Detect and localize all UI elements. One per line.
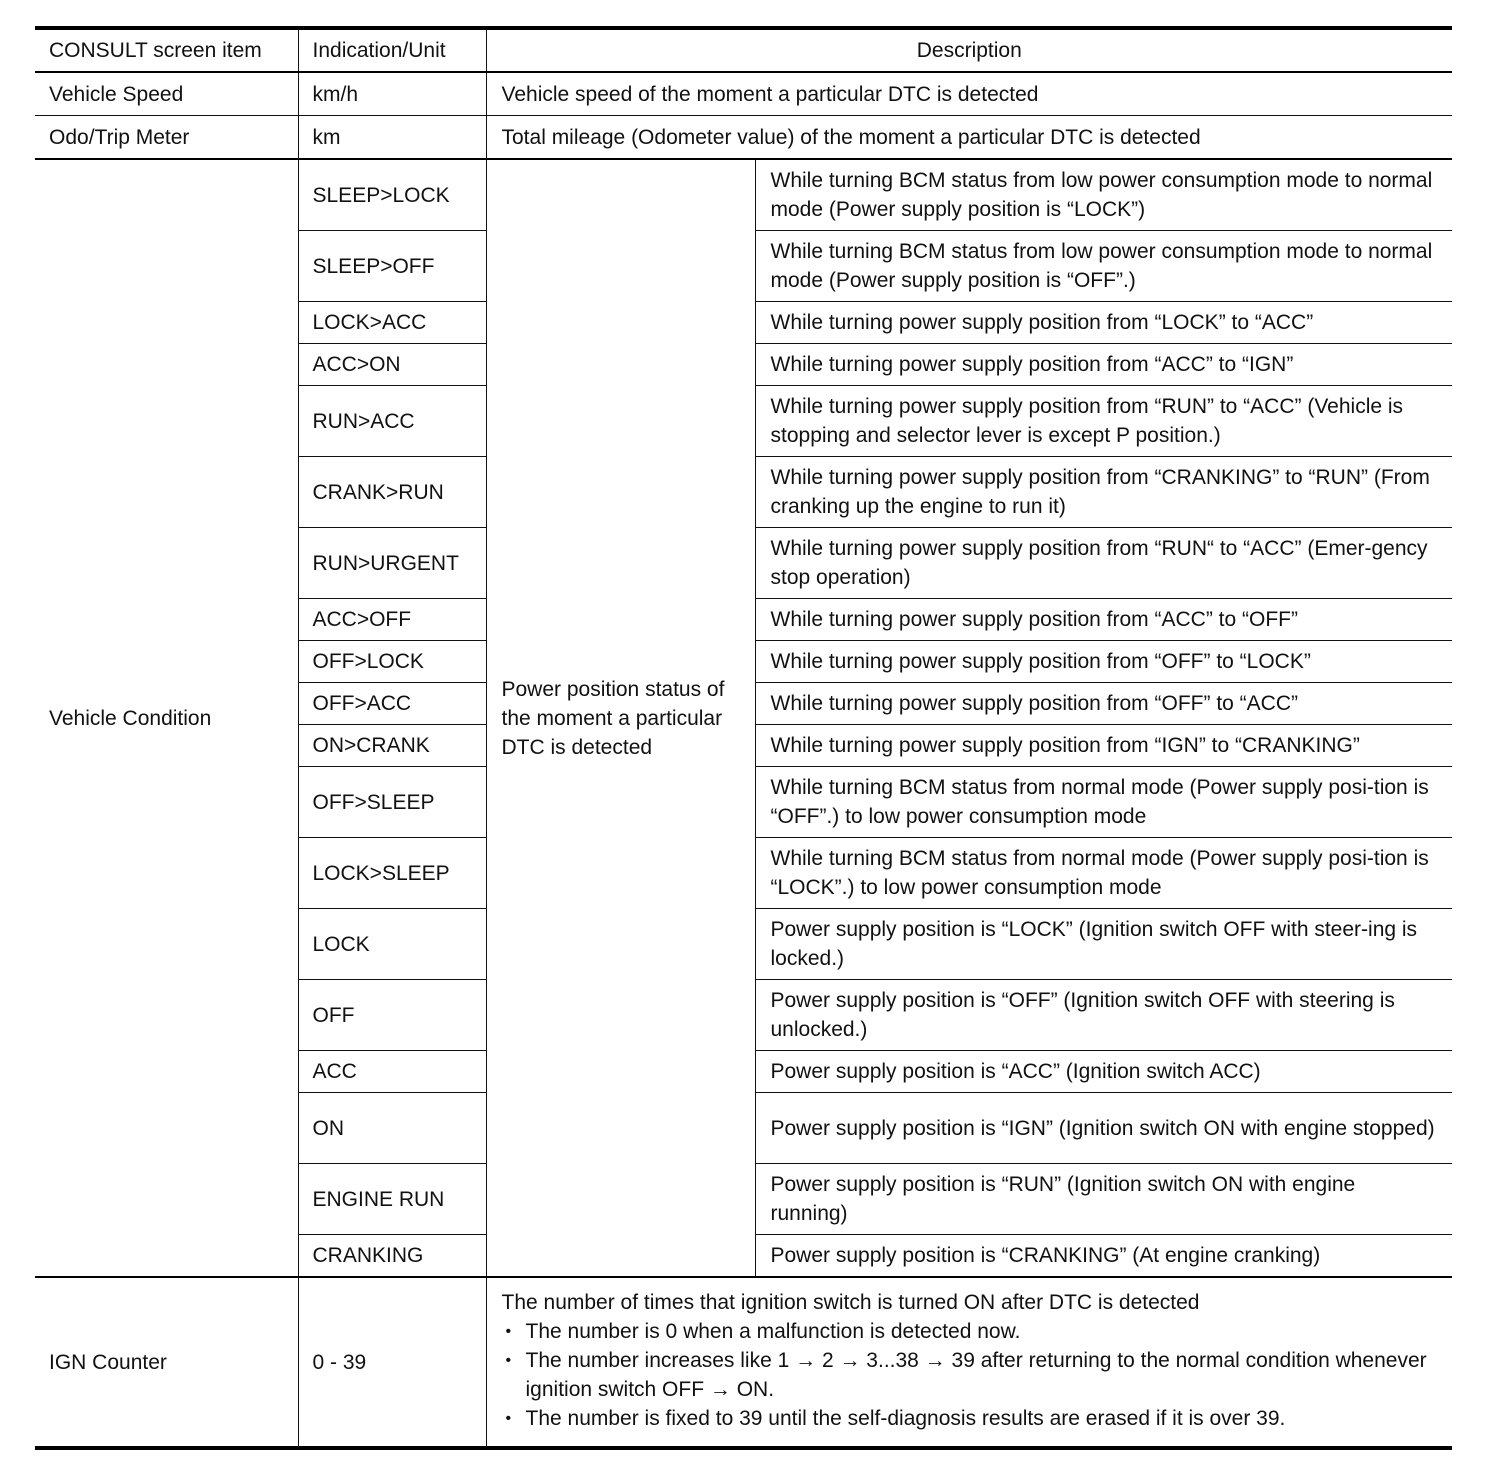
description-cell: Power supply position is “CRANKING” (At engine cranking) (755, 1235, 1452, 1278)
unit-cell: ACC>ON (298, 344, 486, 386)
item-cell: Vehicle Speed (35, 72, 298, 116)
description-cell: While turning BCM status from low power consumption mode to normal mode (Power supply position is “OFF”.) (755, 231, 1452, 302)
description-cell: While turning power supply position from “OFF” to “ACC” (755, 683, 1452, 725)
description-cell: Power supply position is “IGN” (Ignition switch ON with engine stopped) (755, 1093, 1452, 1164)
description-cell: While turning power supply position from “ACC” to “OFF” (755, 599, 1452, 641)
description-cell: Power supply position is “ACC” (Ignition switch ACC) (755, 1051, 1452, 1093)
unit-cell: LOCK>SLEEP (298, 838, 486, 909)
table-row-vc-0 (35, 159, 1452, 231)
table-row-vehicle-speed (35, 72, 1452, 116)
unit-cell: OFF>LOCK (298, 641, 486, 683)
unit-cell: LOCK (298, 909, 486, 980)
description-cell: While turning power supply position from “CRANKING” to “RUN” (From cranking up the engine to run it) (755, 457, 1452, 528)
ign-counter-intro: The number of times that ignition switch is turned ON after DTC is detected (501, 1290, 1200, 1314)
unit-cell: ACC>OFF (298, 599, 486, 641)
unit-cell: 0 - 39 (298, 1277, 486, 1448)
description-cell: While turning BCM status from low power consumption mode to normal mode (Power supply position is “LOCK”) (755, 159, 1452, 231)
consult-item-table-page (35, 26, 1452, 1450)
description-cell: While turning power supply position from “RUN“ to “ACC” (Emer-gency stop operation) (755, 528, 1452, 599)
unit-cell: ON>CRANK (298, 725, 486, 767)
unit-cell: ON (298, 1093, 486, 1164)
description-cell: Power supply position is “OFF” (Ignition switch OFF with steering is unlocked.) (755, 980, 1452, 1051)
description-cell: While turning power supply position from “IGN” to “CRANKING” (755, 725, 1452, 767)
unit-cell: ENGINE RUN (298, 1164, 486, 1235)
unit-cell: SLEEP>OFF (298, 231, 486, 302)
unit-cell: SLEEP>LOCK (298, 159, 486, 231)
table-row-ign-counter (35, 1277, 1452, 1448)
consult-data-table (35, 26, 1452, 1450)
description-cell: While turning BCM status from normal mode (Power supply posi-tion is “OFF”.) to low power consumption mode (755, 767, 1452, 838)
bullet-item: • The number is fixed to 39 until the self-diagnosis results are erased if it is over 39. (502, 1404, 1439, 1433)
ign-counter-description-cell (486, 1277, 1452, 1448)
unit-cell: CRANKING (298, 1235, 486, 1278)
bullet-item: • The number increases like 1 → 2 → 3...38 → 39 after returning to the normal condition whenever ignition switch OFF → ON. (502, 1346, 1439, 1404)
description-cell: Total mileage (Odometer value) of the moment a particular DTC is detected (486, 116, 1452, 160)
unit-cell: LOCK>ACC (298, 302, 486, 344)
description-cell: While turning power supply position from “RUN” to “ACC” (Vehicle is stopping and selector lever is except P position.) (755, 386, 1452, 457)
header-consult-screen-item: CONSULT screen item (35, 28, 298, 72)
description-cell: While turning power supply position from “ACC” to “IGN” (755, 344, 1452, 386)
ign-counter-bullet-list (502, 1317, 1439, 1433)
item-cell: Odo/Trip Meter (35, 116, 298, 160)
unit-cell: ACC (298, 1051, 486, 1093)
item-cell: IGN Counter (35, 1277, 298, 1448)
unit-cell: OFF>ACC (298, 683, 486, 725)
description-cell: Power supply position is “LOCK” (Ignition switch OFF with steer-ing is locked.) (755, 909, 1452, 980)
unit-cell: km/h (298, 72, 486, 116)
header-indication-unit: Indication/Unit (298, 28, 486, 72)
description-cell: While turning power supply position from “LOCK” to “ACC” (755, 302, 1452, 344)
unit-cell: OFF>SLEEP (298, 767, 486, 838)
bullet-item: • The number is 0 when a malfunction is detected now. (502, 1317, 1439, 1346)
unit-cell: CRANK>RUN (298, 457, 486, 528)
description-cell: While turning BCM status from normal mode (Power supply posi-tion is “LOCK”.) to low power consumption mode (755, 838, 1452, 909)
table-row-odo-trip-meter (35, 116, 1452, 160)
vehicle-condition-item-cell: Vehicle Condition (35, 159, 298, 1277)
unit-cell: km (298, 116, 486, 160)
table-header-row (35, 28, 1452, 72)
header-description: Description (486, 28, 1452, 72)
unit-cell: RUN>ACC (298, 386, 486, 457)
description-cell: While turning power supply position from “OFF” to “LOCK” (755, 641, 1452, 683)
vehicle-condition-summary-cell: Power position status of the moment a particular DTC is detected (486, 159, 755, 1277)
description-cell: Vehicle speed of the moment a particular DTC is detected (486, 72, 1452, 116)
unit-cell: RUN>URGENT (298, 528, 486, 599)
unit-cell: OFF (298, 980, 486, 1051)
description-cell: Power supply position is “RUN” (Ignition switch ON with engine running) (755, 1164, 1452, 1235)
